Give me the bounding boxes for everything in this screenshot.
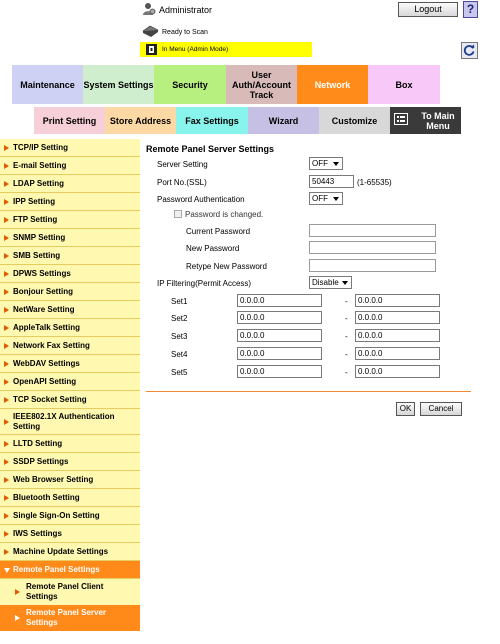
tab-system-settings[interactable]: System Settings bbox=[83, 65, 154, 104]
arrow-right-icon bbox=[4, 531, 9, 537]
sidebar-item-bluetooth-setting[interactable] bbox=[0, 489, 140, 507]
retype-password-label: Retype New Password bbox=[186, 262, 267, 271]
port-input[interactable]: 50443 bbox=[309, 175, 354, 188]
sidebar-item-ssdp-settings[interactable] bbox=[0, 453, 140, 471]
sidebar-item-label: IWS Settings bbox=[13, 528, 62, 538]
current-password-label: Current Password bbox=[186, 227, 251, 236]
password-auth-value: OFF bbox=[312, 194, 328, 203]
arrow-down-icon bbox=[4, 568, 10, 573]
set-label: Set4 bbox=[171, 350, 188, 359]
sidebar-subitem-remote-panel-server-settings[interactable] bbox=[0, 605, 140, 631]
set-label: Set1 bbox=[171, 297, 188, 306]
arrow-right-icon bbox=[4, 217, 9, 223]
tab-print-setting[interactable]: Print Setting bbox=[34, 107, 105, 134]
tab-fax-settings[interactable]: Fax Settings bbox=[176, 107, 248, 134]
sidebar-item-label: IEEE802.1X Authentication Setting bbox=[13, 411, 115, 431]
sidebar-item-webdav-settings[interactable] bbox=[0, 355, 140, 373]
sidebar-item-label: WebDAV Settings bbox=[13, 358, 80, 368]
sidebar-item-label: AppleTalk Setting bbox=[13, 322, 80, 332]
sidebar-item-label: E-mail Setting bbox=[13, 160, 67, 170]
admin-mode-icon bbox=[145, 43, 158, 56]
arrow-right-icon bbox=[4, 459, 9, 465]
arrow-right-icon bbox=[4, 199, 9, 205]
ip-filtering-value: Disable bbox=[312, 278, 339, 287]
tab-to-main-menu[interactable] bbox=[390, 107, 461, 134]
set2-to-input[interactable]: 0.0.0.0 bbox=[355, 311, 440, 324]
sidebar-subitem-label: Remote Panel Client Settings bbox=[26, 582, 104, 601]
sidebar-item-label: FTP Setting bbox=[13, 214, 58, 224]
sidebar-item-ipp-setting[interactable] bbox=[0, 193, 140, 211]
arrow-right-icon bbox=[4, 419, 9, 425]
sidebar-item-bonjour-setting[interactable] bbox=[0, 283, 140, 301]
main-menu-icon bbox=[394, 113, 408, 125]
set2-from-input[interactable]: 0.0.0.0 bbox=[237, 311, 322, 324]
arrow-right-icon bbox=[4, 289, 9, 295]
sidebar-item-snmp-setting[interactable] bbox=[0, 229, 140, 247]
sidebar-item-label: OpenAPI Setting bbox=[13, 376, 77, 386]
sidebar-item-single-sign-on-setting[interactable] bbox=[0, 507, 140, 525]
sidebar-item-network-fax-setting[interactable] bbox=[0, 337, 140, 355]
arrow-right-icon bbox=[4, 145, 9, 151]
divider bbox=[146, 391, 471, 392]
chevron-down-icon bbox=[333, 197, 339, 201]
sidebar-item-label: Machine Update Settings bbox=[13, 546, 109, 556]
set4-to-input[interactable]: 0.0.0.0 bbox=[355, 347, 440, 360]
printer-status-icon bbox=[142, 25, 159, 37]
range-separator: - bbox=[345, 368, 348, 377]
set1-from-input[interactable]: 0.0.0.0 bbox=[237, 294, 322, 307]
tab-maintenance[interactable]: Maintenance bbox=[12, 65, 83, 104]
current-password-input[interactable] bbox=[309, 224, 436, 237]
tab-store-address[interactable]: Store Address bbox=[105, 107, 176, 134]
tab-user-auth-account-track[interactable]: User Auth/Account Track bbox=[226, 65, 297, 104]
port-range-hint: (1-65535) bbox=[357, 178, 392, 187]
arrow-right-icon bbox=[4, 477, 9, 483]
set-label: Set3 bbox=[171, 332, 188, 341]
tab-network[interactable]: Network bbox=[297, 65, 368, 104]
arrow-right-icon bbox=[4, 325, 9, 331]
ip-filtering-label: IP Filtering(Permit Access) bbox=[157, 279, 252, 288]
arrow-right-icon bbox=[4, 397, 9, 403]
set5-from-input[interactable]: 0.0.0.0 bbox=[237, 365, 322, 378]
sidebar-item-iws-settings[interactable] bbox=[0, 525, 140, 543]
new-password-label: New Password bbox=[186, 244, 240, 253]
ip-filtering-select[interactable] bbox=[309, 276, 352, 289]
set3-to-input[interactable]: 0.0.0.0 bbox=[355, 329, 440, 342]
sidebar-item-tcp-socket-setting[interactable] bbox=[0, 391, 140, 409]
sidebar-item-smb-setting[interactable] bbox=[0, 247, 140, 265]
set3-from-input[interactable]: 0.0.0.0 bbox=[237, 329, 322, 342]
password-changed-label: Password is changed. bbox=[185, 210, 264, 219]
tab-security[interactable]: Security bbox=[154, 65, 226, 104]
sidebar-item-ldap-setting[interactable] bbox=[0, 175, 140, 193]
sidebar-item-dpws-settings[interactable] bbox=[0, 265, 140, 283]
sidebar-item-lltd-setting[interactable] bbox=[0, 435, 140, 453]
arrow-right-icon bbox=[4, 343, 9, 349]
refresh-button[interactable] bbox=[461, 42, 478, 59]
sidebar-item-label: NetWare Setting bbox=[13, 304, 75, 314]
set5-to-input[interactable]: 0.0.0.0 bbox=[355, 365, 440, 378]
new-password-input[interactable] bbox=[309, 241, 436, 254]
sidebar-subitem-label: Remote Panel Server Settings bbox=[26, 608, 107, 627]
help-button[interactable]: ? bbox=[463, 1, 478, 18]
sidebar-item-label: Remote Panel Settings bbox=[13, 564, 100, 574]
server-setting-label: Server Setting bbox=[157, 160, 208, 169]
arrow-right-icon bbox=[15, 589, 20, 595]
sidebar-item-tcp-ip-setting[interactable] bbox=[0, 139, 140, 157]
password-auth-label: Password Authentication bbox=[157, 195, 245, 204]
device-status: Ready to Scan bbox=[162, 29, 208, 36]
range-separator: - bbox=[345, 297, 348, 306]
sidebar-item-label: Single Sign-On Setting bbox=[13, 510, 100, 520]
password-changed-checkbox[interactable] bbox=[174, 210, 182, 218]
password-auth-select[interactable] bbox=[309, 192, 343, 205]
sidebar-item-label: DPWS Settings bbox=[13, 268, 71, 278]
sidebar-item-label: Web Browser Setting bbox=[13, 474, 94, 484]
arrow-right-icon bbox=[4, 495, 9, 501]
tab-customize[interactable]: Customize bbox=[319, 107, 390, 134]
server-setting-select[interactable] bbox=[309, 157, 343, 170]
sidebar-item-label: SNMP Setting bbox=[13, 232, 66, 242]
cancel-button[interactable]: Cancel bbox=[420, 402, 462, 416]
sidebar-item-label: Network Fax Setting bbox=[13, 340, 90, 350]
arrow-right-icon bbox=[4, 181, 9, 187]
chevron-down-icon bbox=[342, 281, 348, 285]
sidebar-item-label: SSDP Settings bbox=[13, 456, 69, 466]
tab-to-main-menu-label: To Main Menu bbox=[421, 110, 455, 131]
range-separator: - bbox=[345, 314, 348, 323]
sidebar-item-label: LLTD Setting bbox=[13, 438, 63, 448]
set-label: Set2 bbox=[171, 314, 188, 323]
arrow-right-icon bbox=[4, 549, 9, 555]
retype-password-input[interactable] bbox=[309, 259, 436, 272]
sidebar-item-label: TCP Socket Setting bbox=[13, 394, 87, 404]
set-label: Set5 bbox=[171, 368, 188, 377]
sidebar-item-label: Bonjour Setting bbox=[13, 286, 73, 296]
sidebar-item-web-browser-setting[interactable] bbox=[0, 471, 140, 489]
mode-text: In Menu (Admin Mode) bbox=[162, 46, 229, 53]
port-label: Port No.(SSL) bbox=[157, 178, 207, 187]
arrow-right-icon bbox=[4, 307, 9, 313]
administrator-icon bbox=[142, 2, 156, 16]
sidebar-item-label: TCP/IP Setting bbox=[13, 142, 68, 152]
logout-button[interactable]: Logout bbox=[398, 2, 458, 17]
sidebar-item-e-mail-setting[interactable] bbox=[0, 157, 140, 175]
set1-to-input[interactable]: 0.0.0.0 bbox=[355, 294, 440, 307]
sidebar-item-ftp-setting[interactable] bbox=[0, 211, 140, 229]
set4-from-input[interactable]: 0.0.0.0 bbox=[237, 347, 322, 360]
arrow-right-icon bbox=[4, 379, 9, 385]
sidebar-item-label: LDAP Setting bbox=[13, 178, 64, 188]
arrow-right-icon bbox=[15, 615, 20, 621]
sidebar-item-label: SMB Setting bbox=[13, 250, 61, 260]
sidebar-subitem-remote-panel-client-settings[interactable] bbox=[0, 579, 140, 605]
user-name: Administrator bbox=[159, 5, 213, 15]
arrow-right-icon bbox=[4, 253, 9, 259]
range-separator: - bbox=[345, 350, 348, 359]
tab-wizard[interactable]: Wizard bbox=[248, 107, 319, 134]
sidebar-item-machine-update-settings[interactable] bbox=[0, 543, 140, 561]
chevron-down-icon bbox=[333, 162, 339, 166]
sidebar-item-remote-panel-settings[interactable] bbox=[0, 561, 140, 579]
sidebar-item-appletalk-setting[interactable] bbox=[0, 319, 140, 337]
refresh-icon bbox=[462, 43, 477, 58]
arrow-right-icon bbox=[4, 361, 9, 367]
arrow-right-icon bbox=[4, 163, 9, 169]
ok-button[interactable]: OK bbox=[396, 402, 415, 416]
tab-box[interactable]: Box bbox=[368, 65, 440, 104]
range-separator: - bbox=[345, 332, 348, 341]
sidebar-item-label: IPP Setting bbox=[13, 196, 56, 206]
sidebar bbox=[0, 139, 140, 644]
arrow-right-icon bbox=[4, 235, 9, 241]
arrow-right-icon bbox=[4, 441, 9, 447]
page-title: Remote Panel Server Settings bbox=[146, 144, 275, 154]
sidebar-item-ieee802-1x-authentication-setting[interactable] bbox=[0, 409, 140, 435]
sidebar-item-label: Bluetooth Setting bbox=[13, 492, 80, 502]
sidebar-item-openapi-setting[interactable] bbox=[0, 373, 140, 391]
arrow-right-icon bbox=[4, 271, 9, 277]
server-setting-value: OFF bbox=[312, 159, 328, 168]
arrow-right-icon bbox=[4, 513, 9, 519]
sidebar-item-netware-setting[interactable] bbox=[0, 301, 140, 319]
